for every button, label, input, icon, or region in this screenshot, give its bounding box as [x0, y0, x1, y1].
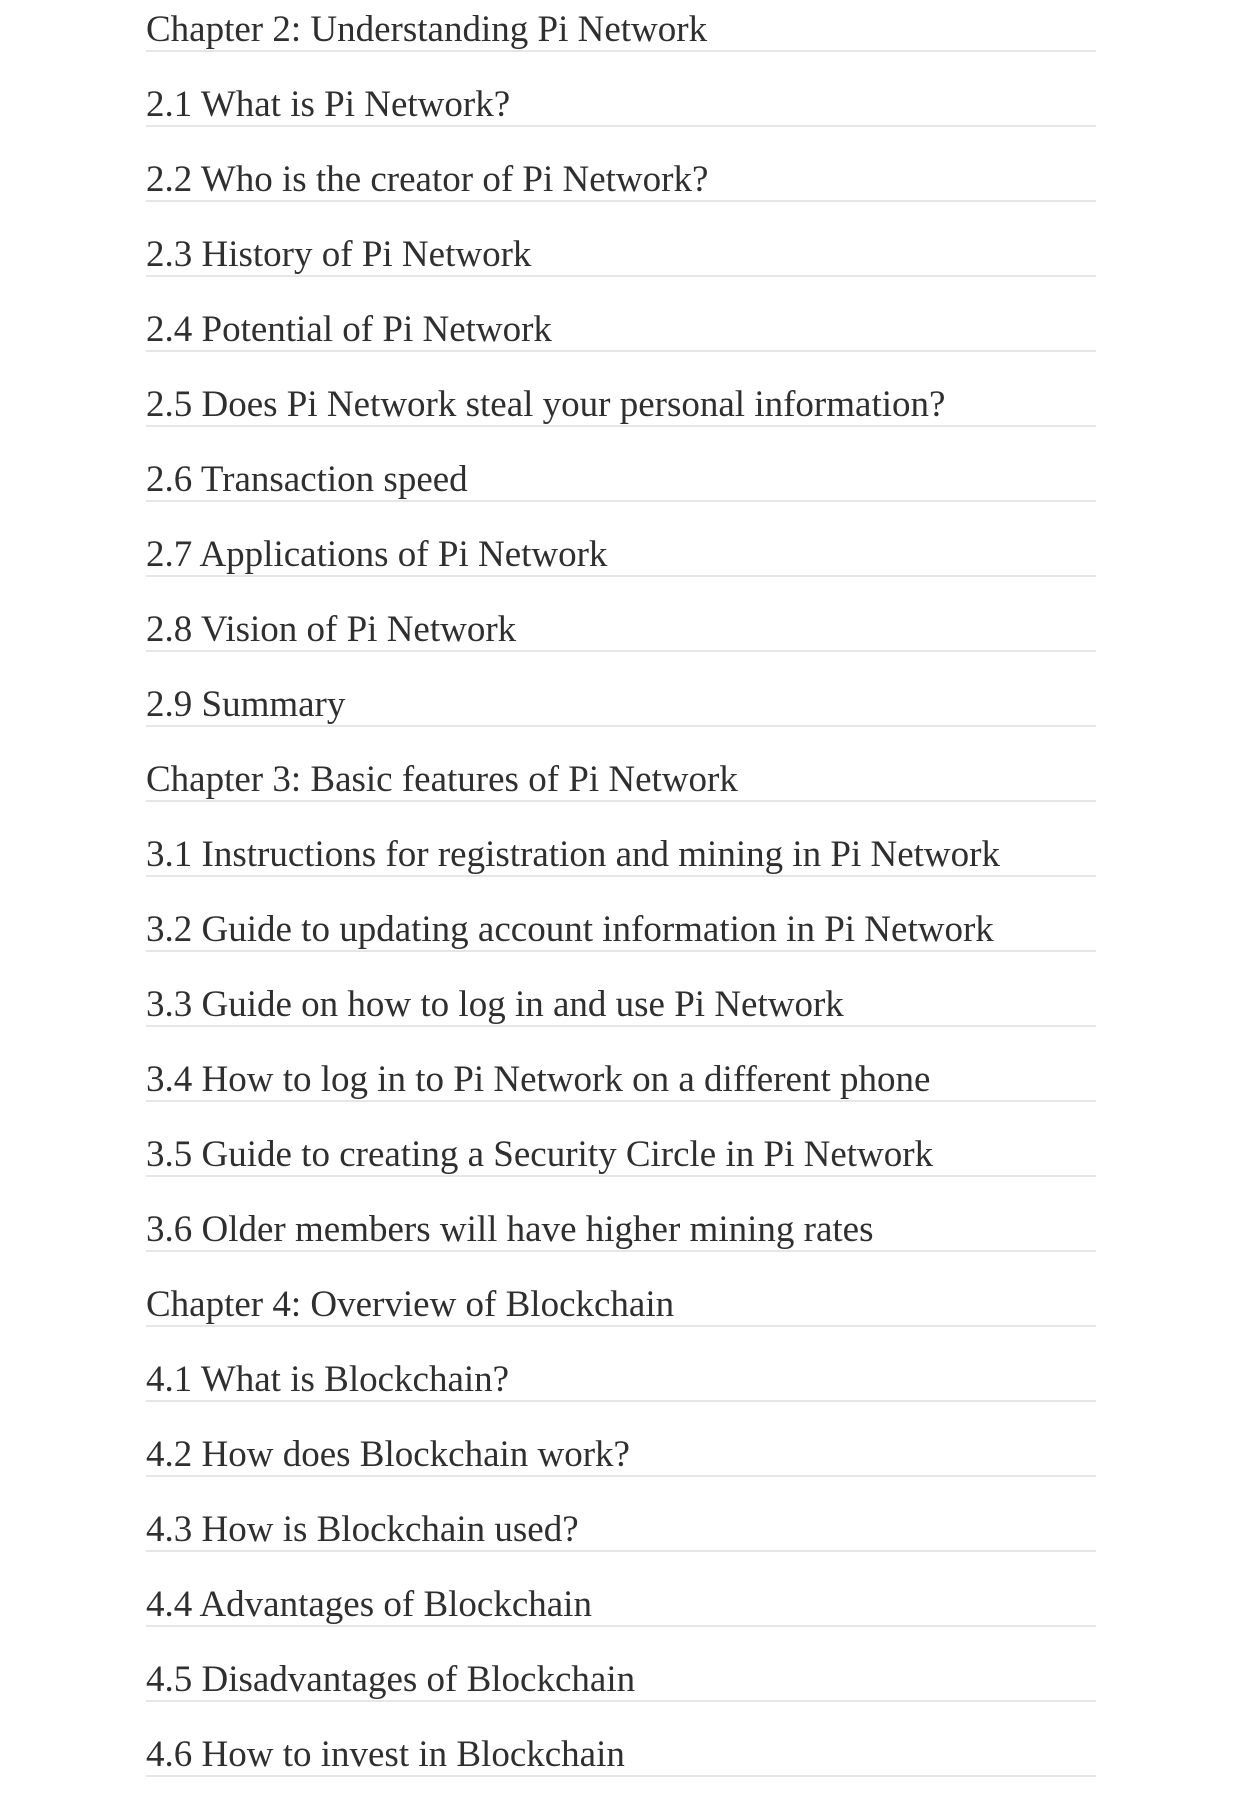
table-of-contents [146, 0, 1096, 1777]
toc-entry-label: 2.8 Vision of Pi Network [146, 609, 517, 650]
toc-entry-label: 2.6 Transaction speed [146, 459, 468, 500]
toc-section-2-5[interactable] [146, 352, 1096, 427]
toc-section-3-5[interactable] [146, 1102, 1096, 1177]
toc-entry-label: 3.3 Guide on how to log in and use Pi Network [146, 984, 844, 1025]
toc-entry-label: 4.3 How is Blockchain used? [146, 1509, 579, 1550]
toc-entry-label: 3.2 Guide to updating account information in Pi Network [146, 909, 994, 950]
toc-section-3-4[interactable] [146, 1027, 1096, 1102]
toc-section-3-6[interactable] [146, 1177, 1096, 1252]
toc-entry-label: 3.6 Older members will have higher mining rates [146, 1209, 874, 1250]
toc-section-3-2[interactable] [146, 877, 1096, 952]
toc-entry-label: 2.4 Potential of Pi Network [146, 309, 552, 350]
toc-entry-label: 4.1 What is Blockchain? [146, 1359, 510, 1400]
toc-entry-label: 2.1 What is Pi Network? [146, 84, 511, 125]
toc-entry-label: 3.5 Guide to creating a Security Circle in Pi Network [146, 1134, 934, 1175]
toc-chapter-4[interactable] [146, 1252, 1096, 1327]
toc-entry-label: 4.4 Advantages of Blockchain [146, 1584, 592, 1625]
toc-section-2-7[interactable] [146, 502, 1096, 577]
toc-section-4-2[interactable] [146, 1402, 1096, 1477]
toc-section-3-3[interactable] [146, 952, 1096, 1027]
toc-entry-label: 2.3 History of Pi Network [146, 234, 532, 275]
toc-entry-label: 4.2 How does Blockchain work? [146, 1434, 630, 1475]
toc-entry-label: Chapter 2: Understanding Pi Network [146, 9, 708, 50]
toc-entry-label: Chapter 3: Basic features of Pi Network [146, 759, 738, 800]
toc-section-2-8[interactable] [146, 577, 1096, 652]
toc-entry-label: Chapter 4: Overview of Blockchain [146, 1284, 675, 1325]
toc-section-4-5[interactable] [146, 1627, 1096, 1702]
toc-chapter-3[interactable] [146, 727, 1096, 802]
toc-entry-label: 2.5 Does Pi Network steal your personal information? [146, 384, 946, 425]
toc-entry-label: 2.7 Applications of Pi Network [146, 534, 608, 575]
toc-entry-label: 4.5 Disadvantages of Blockchain [146, 1659, 636, 1700]
toc-entry-label: 2.2 Who is the creator of Pi Network? [146, 159, 709, 200]
toc-entry-label: 2.9 Summary [146, 684, 346, 725]
toc-entry-label: 3.1 Instructions for registration and mining in Pi Network [146, 834, 1000, 875]
toc-section-4-1[interactable] [146, 1327, 1096, 1402]
toc-entry-label: 4.6 How to invest in Blockchain [146, 1734, 625, 1775]
toc-section-3-1[interactable] [146, 802, 1096, 877]
toc-chapter-2[interactable] [146, 0, 1096, 52]
toc-section-2-4[interactable] [146, 277, 1096, 352]
toc-section-2-2[interactable] [146, 127, 1096, 202]
toc-section-4-6[interactable] [146, 1702, 1096, 1777]
toc-section-2-9[interactable] [146, 652, 1096, 727]
toc-section-4-4[interactable] [146, 1552, 1096, 1627]
toc-section-2-1[interactable] [146, 52, 1096, 127]
toc-section-2-3[interactable] [146, 202, 1096, 277]
toc-section-4-3[interactable] [146, 1477, 1096, 1552]
toc-entry-label: 3.4 How to log in to Pi Network on a different phone [146, 1059, 931, 1100]
toc-section-2-6[interactable] [146, 427, 1096, 502]
